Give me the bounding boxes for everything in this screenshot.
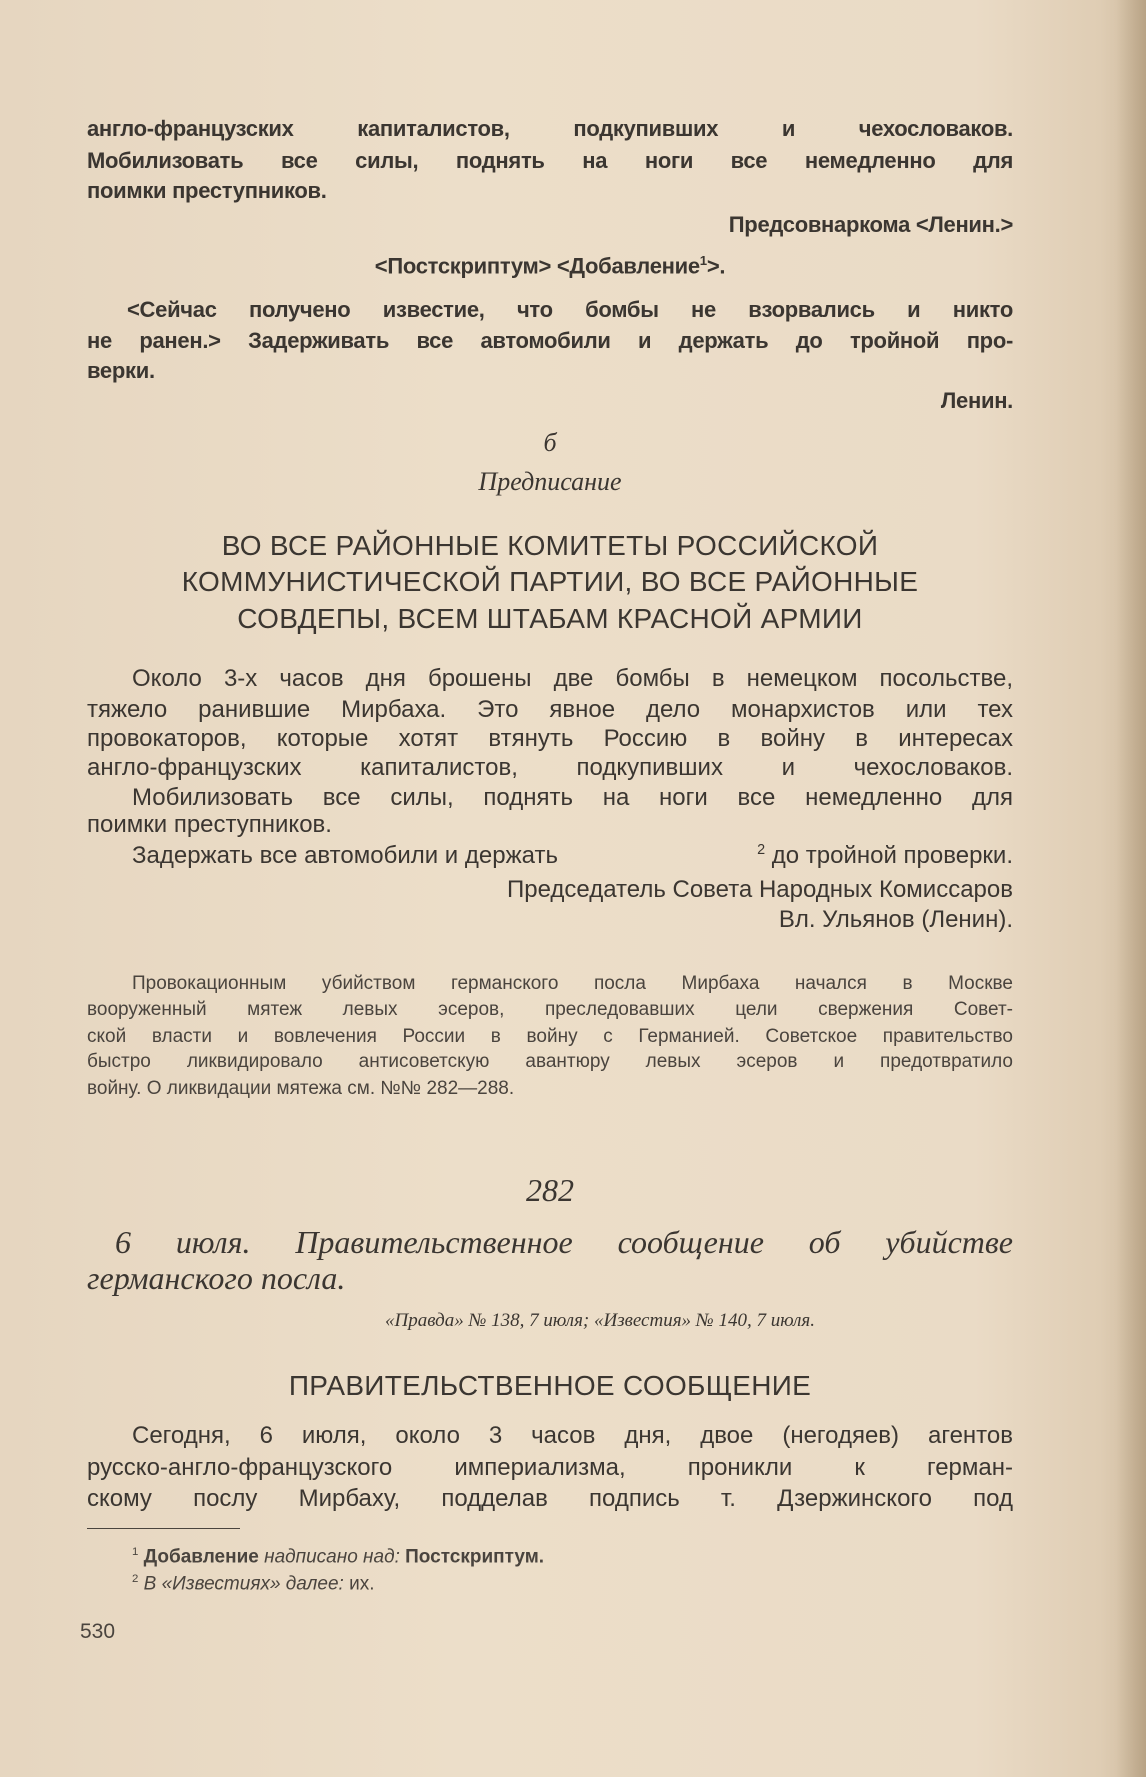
postscript-line bbox=[87, 253, 1013, 279]
page-number: 530 bbox=[80, 1620, 116, 1643]
section-heading: СОВДЕПЫ, ВСЕМ ШТАБАМ КРАСНОЙ АРМИИ bbox=[237, 603, 863, 634]
section-letter: б bbox=[543, 428, 557, 457]
postscript-end: >. bbox=[706, 253, 726, 279]
footnote-ref: 1 bbox=[699, 253, 707, 268]
signature: Ленин. bbox=[940, 388, 1013, 413]
text-line: верки. bbox=[87, 358, 155, 383]
text-part: Задержать все автомобили и держать bbox=[132, 842, 558, 869]
note-line: ской власти и вовлечения России в войну с Германией. Советское правительство bbox=[87, 1026, 1013, 1047]
text-line: <Сейчас получено известие, что бомбы не взорвались и никто bbox=[127, 297, 1013, 322]
document-heading: ПРАВИТЕЛЬСТВЕННОЕ СООБЩЕНИЕ bbox=[288, 1370, 812, 1401]
footnote-text: надписано над: bbox=[264, 1546, 400, 1568]
footnote-text: В «Известиях» далее: bbox=[143, 1573, 344, 1595]
text-line: Мобилизовать все силы, поднять на ноги все немедленно для bbox=[132, 784, 1013, 811]
footnote-text: Постскриптум. bbox=[405, 1546, 545, 1568]
text-line: Около 3-х часов дня брошены две бомбы в немецком посольстве, bbox=[132, 665, 1013, 692]
section-heading: КОММУНИСТИЧЕСКОЙ ПАРТИИ, ВО ВСЕ РАЙОННЫЕ bbox=[181, 566, 919, 597]
text-line: не ранен.> Задерживать все автомобили и держать до тройной про- bbox=[87, 328, 1013, 353]
text-part: до тройной проверки. bbox=[771, 842, 1013, 869]
signature: Председатель Совета Народных Комиссаров bbox=[506, 876, 1013, 903]
footnote-text: Добавление bbox=[143, 1546, 259, 1568]
text-line: скому послу Мирбаху, подделав подпись т. Дзержинского под bbox=[87, 1485, 1013, 1512]
text-line: тяжело ранившие Мирбаха. Это явное дело монархистов или тех bbox=[87, 696, 1013, 723]
document-number: 282 bbox=[526, 1172, 574, 1208]
document-title: 6 июля. Правительственное сообщение об убийстве bbox=[115, 1224, 1013, 1260]
text-line: англо-французских капиталистов, подкупивших и чехословаков. bbox=[87, 116, 1013, 141]
text-line: провокаторов, которые хотят втянуть Россию в войну в интересах bbox=[87, 725, 1013, 752]
footnote bbox=[132, 1573, 1058, 1595]
footnote-mark: 1 bbox=[132, 1546, 139, 1558]
text-line: поимки преступников. bbox=[87, 178, 327, 203]
document-title: германского посла. bbox=[87, 1260, 346, 1296]
note-line: Провокационным убийством германского посла Мирбаха начался в Москве bbox=[132, 973, 1013, 994]
text-line: русско-англо-французского империализма, проникли к герман- bbox=[87, 1454, 1013, 1481]
note-line: вооруженный мятеж левых эсеров, преследовавших цели свержения Совет- bbox=[87, 999, 1013, 1020]
footnote-divider bbox=[87, 1528, 240, 1529]
text-line: поимки преступников. bbox=[87, 811, 332, 838]
section-heading: ВО ВСЕ РАЙОННЫЕ КОМИТЕТЫ РОССИЙСКОЙ bbox=[221, 530, 879, 561]
signature: Вл. Ульянов (Ленин). bbox=[778, 906, 1013, 933]
note-line: быстро ликвидировало антисоветскую авантюру левых эсеров и предотвратило bbox=[87, 1051, 1013, 1072]
section-subtitle: Предписание bbox=[478, 467, 622, 496]
footnote-text: их. bbox=[349, 1573, 375, 1595]
text-line: англо-французских капиталистов, подкупивших и чехословаков. bbox=[87, 754, 1013, 781]
document-source: «Правда» № 138, 7 июля; «Известия» № 140, 7 июля. bbox=[384, 1310, 815, 1331]
text-line: Мобилизовать все силы, поднять на ноги все немедленно для bbox=[87, 148, 1013, 173]
footnote-mark: 2 bbox=[132, 1573, 139, 1585]
note-line: войну. О ликвидации мятежа см. №№ 282—288. bbox=[87, 1078, 515, 1099]
footnote bbox=[132, 1546, 1058, 1568]
postscript-text: <Постскриптум> <Добавление bbox=[374, 253, 700, 279]
book-fold-shadow bbox=[1116, 0, 1146, 1777]
footnote-ref: 2 bbox=[757, 842, 766, 858]
text-line bbox=[132, 842, 1013, 870]
text-line: Сегодня, 6 июля, около 3 часов дня, двое (негодяев) агентов bbox=[132, 1422, 1013, 1449]
signature: Предсовнаркома <Ленин.> bbox=[728, 212, 1013, 237]
